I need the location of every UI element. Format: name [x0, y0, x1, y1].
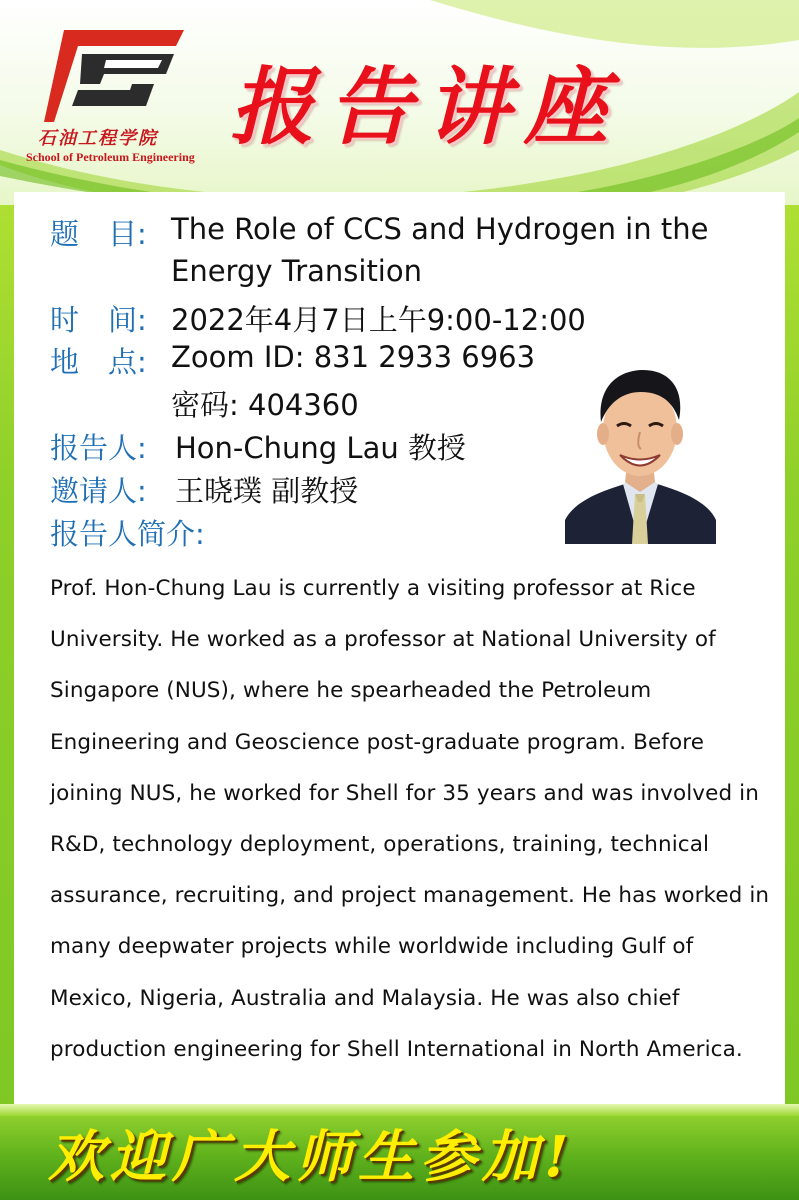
zoom-id: Zoom ID: 831 2933 6963 — [171, 340, 536, 374]
inviter-name: 王晓璞 副教授 — [175, 474, 359, 508]
speaker-label: 报告人: — [50, 431, 147, 465]
inviter-label: 邀请人: — [50, 474, 147, 508]
speaker-portrait — [565, 352, 716, 544]
time-value: 2022年4月7日上午9:00-12:00 — [171, 303, 586, 337]
zoom-password: 密码: 404360 — [171, 388, 359, 422]
school-logo-icon — [44, 30, 184, 122]
place-label: 地 点: — [50, 345, 147, 379]
time-label: 时 间: — [50, 303, 147, 337]
topic-label: 题 目: — [50, 217, 147, 251]
bio-label: 报告人简介: — [50, 517, 205, 551]
topic-line-1: The Role of CCS and Hydrogen in the — [171, 212, 709, 246]
logo-english-name: School of Petroleum Engineering — [26, 150, 195, 164]
speaker-name: Hon-Chung Lau 教授 — [175, 431, 466, 465]
topic-line-2: Energy Transition — [171, 254, 422, 288]
welcome-banner: 欢迎广大师生参加! — [48, 1124, 575, 1190]
poster-title: 报告讲座 — [230, 57, 623, 156]
speaker-photo — [565, 352, 716, 544]
logo-chinese-name: 石油工程学院 — [38, 128, 158, 149]
speaker-biography: Prof. Hon-Chung Lau is currently a visiting professor at Rice University. He worked as a professor at National University of Singapore (NUS), where he spearheaded the Petroleum Engineering and Geoscience post-graduate program. Before joining NUS, he worked for Shell for 35 years and was involved in R&D, technology deployment, operations, training, technical assurance, recruiting, and project management. He has worked in many deepwater projects while worldwide including Gulf of Mexico, Nigeria, Australia and Malaysia. He was also chief production engineering for Shell International in North America. — [50, 576, 770, 1062]
